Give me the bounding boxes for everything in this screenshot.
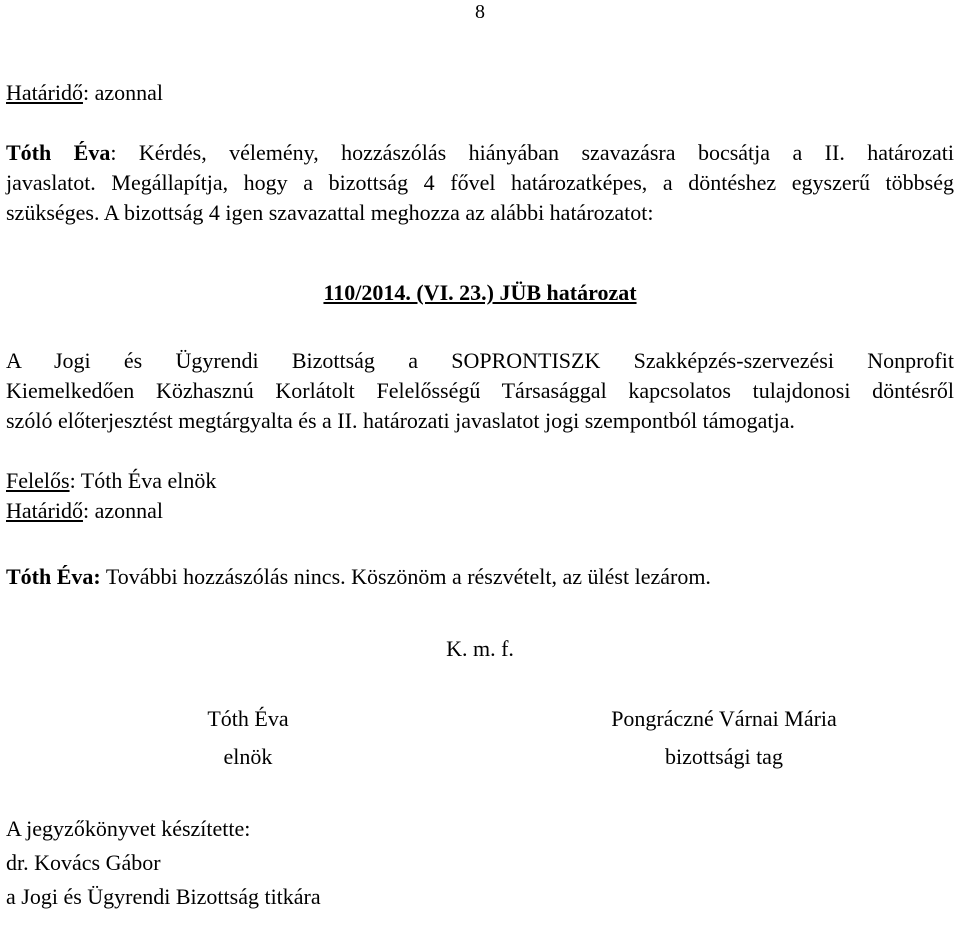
minutes-label: A jegyzőkönyvet készítette: (6, 816, 251, 841)
kmf-mark: K. m. f. (446, 636, 514, 661)
signature-right-title: bizottsági tag (665, 744, 783, 769)
minutes-author-block (6, 814, 954, 912)
page-number: 8 (475, 1, 485, 23)
resolution-line-1: A Jogi és Ügyrendi Bizottság a SOPRONTISZK Szakképzés-szervezési Nonprofit (6, 348, 954, 373)
signature-row (6, 704, 954, 769)
responsible-label: Felelős (6, 468, 70, 493)
speech-paragraph-2 (6, 562, 954, 592)
speech-1-line-1: Tóth Éva: Kérdés, vélemény, hozzászólás hiányában szavazásra bocsátja a II. határozati (6, 140, 954, 165)
responsible-line (6, 466, 954, 496)
closing-speech-text: További hozzászólás nincs. Köszönöm a részvételt, az ülést lezárom. (100, 564, 711, 589)
resolution-line-2: Kiemelkedően Közhasznú Korlátolt Felelősségű Társasággal kapcsolatos tulajdonosi döntésről (6, 378, 954, 403)
document-body (6, 78, 954, 912)
responsibility-block (6, 466, 954, 526)
resolution-title: 110/2014. (VI. 23.) JÜB határozat (323, 280, 637, 305)
minutes-author-name: dr. Kovács Gábor (6, 850, 161, 875)
speaker-name: Tóth Éva (6, 140, 111, 165)
speech-paragraph-1 (6, 138, 954, 228)
signature-left-title: elnök (223, 744, 273, 769)
minutes-author-role: a Jogi és Ügyrendi Bizottság titkára (6, 884, 321, 909)
responsible-value: : Tóth Éva elnök (69, 468, 217, 493)
resolution-line-3: szóló előterjesztést megtárgyalta és a II. határozati javaslatot jogi szempontból támogatja. (6, 408, 795, 433)
signature-right (572, 704, 876, 772)
deadline-value-2: : azonnal (82, 498, 163, 523)
signature-left-name: Tóth Éva (207, 706, 289, 731)
deadline-label-2: Határidő (6, 498, 83, 523)
deadline-line (6, 78, 954, 108)
deadline-value: : azonnal (82, 80, 163, 105)
deadline-line-2 (6, 496, 954, 526)
signature-left (142, 704, 354, 772)
resolution-text (6, 346, 954, 436)
deadline-label: Határidő (6, 80, 83, 105)
speech-1-line-3: szükséges. A bizottság 4 igen szavazattal meghozza az alábbi határozatot: (6, 200, 654, 225)
speech-1-line-2: javaslatot. Megállapítja, hogy a bizottság 4 fővel határozatképes, a döntéshez egyszerű többség (6, 170, 954, 195)
speaker-name-2: Tóth Éva: (6, 564, 101, 589)
signature-right-name: Pongráczné Várnai Mária (611, 706, 837, 731)
